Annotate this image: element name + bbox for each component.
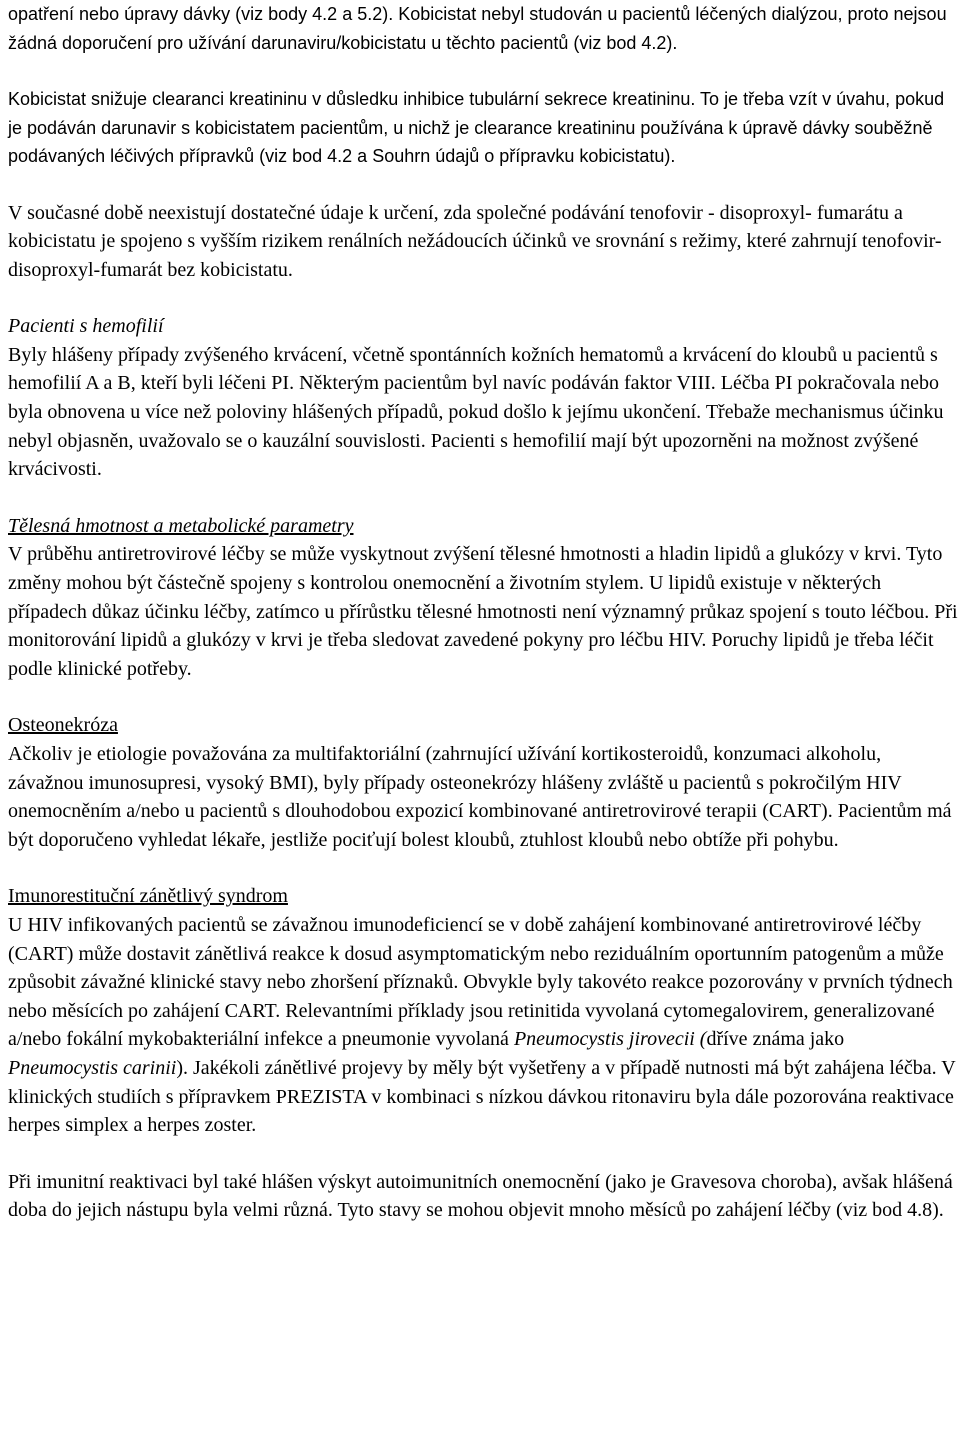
paragraph-immune-reconstitution	[8, 911, 958, 1140]
iris-text-c: ). Jakékoli zánětlivé projevy by měly být vyšetřeny a v případě nutnosti má být zahájena léčba. V klinických studiích s přípravkem PREZISTA v kombinaci s nízkou dávkou ritonaviru byla dále pozorována reaktivace herpes simplex a herpes zoster.	[8, 1056, 956, 1137]
iris-text-a: U HIV infikovaných pacientů se závažnou imunodeficiencí se v době zahájení kombinované antiretrovirové léčby (CART) může dostavit zánětlivá reakce k dosud asymptomatickým nebo reziduálním oportunním patogenům a může způsobit závažné klinické stavy nebo zhoršení příznaků. Obvykle byly takovéto reakce pozorovány v prvních týdnech nebo měsících po zahájení CART. Relevantními příklady jsou retinitida vyvolaná cytomegalovirem, generalizované a/nebo fokální mykobakteriální infekce a pneumonie vyvolaná	[8, 913, 953, 1051]
paragraph-hemophilia: Byly hlášeny případy zvýšeného krvácení, včetně spontánních kožních hematomů a krvácení do kloubů u pacientů s hemofilií A a B, kteří byli léčeni PI. Některým pacientům byl navíc podáván faktor VIII. Léčba PI pokračovala nebo byla obnovena u více než poloviny hlášených případů, pokud došlo k jejímu ukončení. Třebaže mechanismus účinku nebyl objasněn, uvažovalo se o kauzální souvislosti. Pacienti s hemofilií mají být upozorněni na možnost zvýšené krvácivosti.	[8, 343, 944, 481]
document-page	[8, 0, 958, 1225]
heading-immune-reconstitution: Imunorestituční zánětlivý syndrom	[8, 885, 288, 908]
paragraph-creatinine-clearance: Kobicistat snižuje clearanci kreatininu v důsledku inhibice tubulární sekrece kreatininu. To je třeba vzít v úvahu, pokud je podáván darunavir s kobicistatem pacientům, u nichž je clearance kreatininu používána k úpravě dávky souběžně podávaných léčivých přípravků (viz bod 4.2 a Souhrn údajů o přípravku kobicistatu).	[8, 89, 945, 166]
heading-osteonecrosis: Osteonekróza	[8, 714, 118, 737]
iris-italic-pneumocystis-carinii: Pneumocystis carinii	[8, 1056, 177, 1079]
paragraph-body-weight: V průběhu antiretrovirové léčby se může vyskytnout zvýšení tělesné hmotnosti a hladin lipidů a glukózy v krvi. Tyto změny mohou být částečně spojeny s kontrolou onemocnění a životním stylem. U lipidů existuje v některých případech důkaz účinku léčby, zatímco u přírůstku tělesné hmotnosti není významný průkaz spojení s touto léčbou. Při monitorování lipidů a glukózy v krvi je třeba sledovat zavedené pokyny pro léčbu HIV. Poruchy lipidů je třeba léčit podle klinické potřeby.	[8, 543, 958, 680]
spacer	[8, 57, 958, 85]
paragraph-tenofovir: V současné době neexistují dostatečné údaje k určení, zda společné podávání tenofovir - disoproxyl- fumarátu a kobicistatu je spojeno s vyšším rizikem renálních nežádoucích účinků ve srovnání s režimy, které zahrnují tenofovir-disoproxyl-fumarát bez kobicistatu.	[8, 201, 942, 281]
paragraph-autoimmune: Při imunitní reaktivaci byl také hlášen výskyt autoimunitních onemocnění (jako je Gravesova choroba), avšak hlášená doba do jejich nástupu byla velmi různá. Tyto stavy se mohou objevit mnoho měsíců po zahájení léčby (viz bod 4.8).	[8, 1170, 953, 1222]
spacer	[8, 284, 958, 312]
iris-italic-pneumocystis-jirovecii: Pneumocystis jirovecii (	[513, 1028, 707, 1051]
spacer	[8, 854, 958, 882]
spacer	[8, 484, 958, 512]
paragraph-dialysis: opatření nebo úpravy dávky (viz body 4.2 a 5.2). Kobicistat nebyl studován u pacientů léčených dialýzou, proto nejsou žádná doporučení pro užívání darunaviru/kobicistatu u těchto pacientů (viz bod 4.2).	[8, 4, 947, 53]
spacer	[8, 683, 958, 711]
iris-text-b: dříve známa jako	[706, 1028, 845, 1051]
heading-hemophilia: Pacienti s hemofilií	[8, 315, 164, 338]
paragraph-osteonecrosis: Ačkoliv je etiologie považována za multifaktoriální (zahrnující užívání kortikosteroidů, konzumaci alkoholu, závažnou imunosupresi, vysoký BMI), byly případy osteonekrózy hlášeny zvláště u pacientů s pokročilým HIV onemocněním a/nebo u pacientů s dlouhodobou expozicí kombinované antiretrovirové terapii (CART). Pacientům má být doporučeno vyhledat lékaře, jestliže pociťují bolest kloubů, ztuhlost kloubů nebo obtíže při pohybu.	[8, 743, 952, 851]
spacer	[8, 1140, 958, 1168]
spacer	[8, 171, 958, 199]
heading-body-weight: Tělesná hmotnost a metabolické parametry	[8, 514, 354, 537]
